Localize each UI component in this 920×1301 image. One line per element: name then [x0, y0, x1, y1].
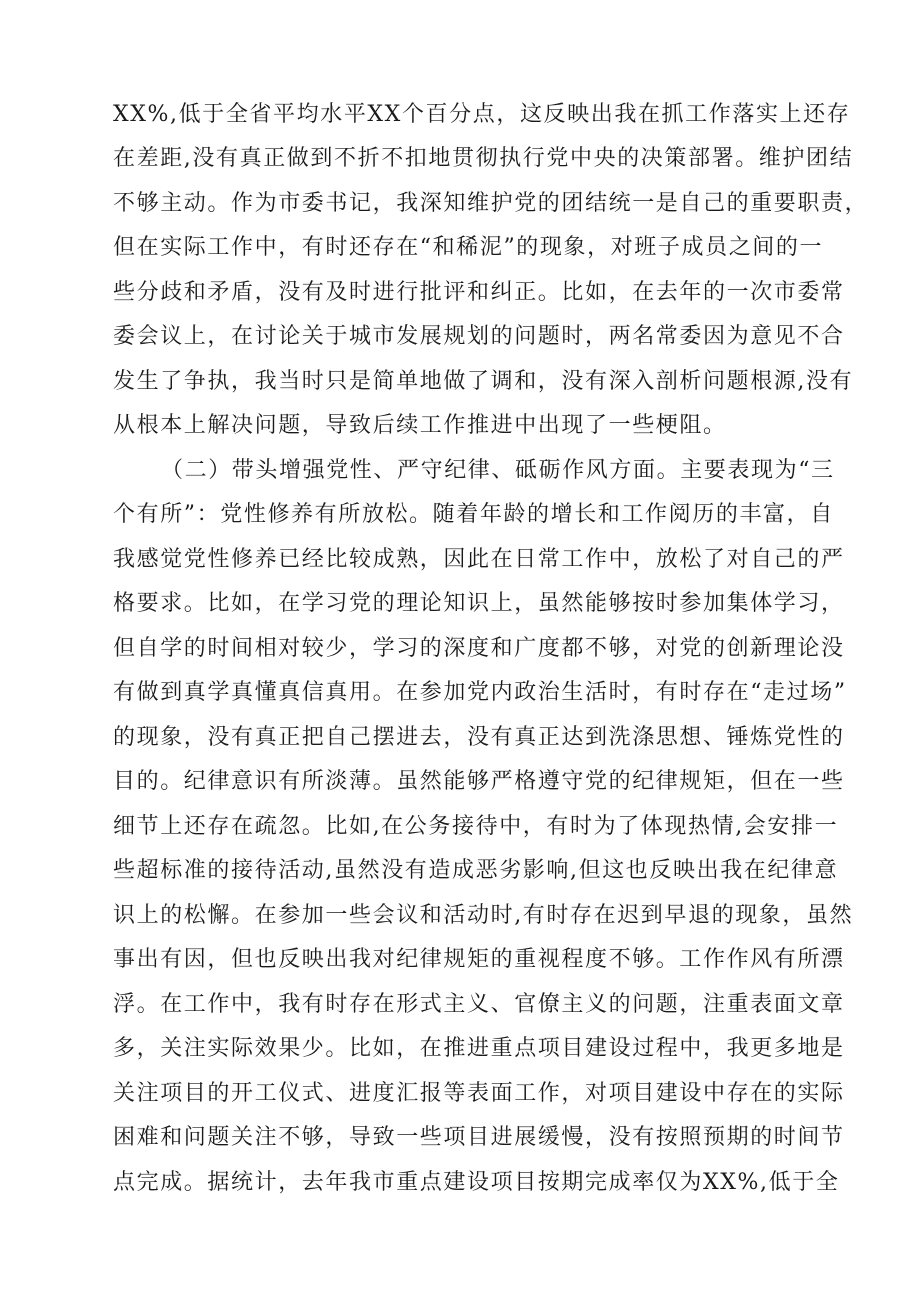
text-line-17: 细节上还存在疏忽。比如,在公务接待中，有时为了体现热情,会安排一 [113, 814, 839, 839]
text-line-5: 些分歧和矛盾，没有及时进行批评和纠正。比如，在去年的一次市委常 [113, 280, 845, 305]
text-line-20: 事出有因，但也反映出我对纪律规矩的重视程度不够。工作作风有所漂 [113, 947, 845, 972]
text-line-11: 我感觉党性修养已经比较成熟，因此在日常工作中，放松了对自己的严 [113, 547, 845, 572]
text-line-2: 在差距,没有真正做到不折不扣地贯彻执行党中央的决策部署。维护团结 [113, 146, 854, 171]
text-line-16: 目的。纪律意识有所淡薄。虽然能够严格遵守党的纪律规矩，但在一些 [113, 769, 845, 794]
text-line-10: 个有所”：党性修养有所放松。随着年龄的增长和工作阅历的丰富，自 [113, 502, 834, 527]
text-line-4: 但在实际工作中，有时还存在“和稀泥”的现象，对班子成员之间的一 [113, 235, 824, 260]
text-line-25: 点完成。据统计，去年我市重点建设项目按期完成率仅为XX%,低于全 [113, 1170, 840, 1195]
text-line-6: 委会议上，在讨论关于城市发展规划的问题时，两名常委因为意见不合 [113, 324, 845, 349]
text-line-22: 多，关注实际效果少。比如，在推进重点项目建设过程中，我更多地是 [113, 1036, 845, 1061]
text-line-7: 发生了争执，我当时只是简单地做了调和，没有深入剖析问题根源,没有 [113, 369, 854, 394]
text-line-21: 浮。在工作中，我有时存在形式主义、官僚主义的问题，注重表面文章 [113, 992, 845, 1017]
text-line-13: 但自学的时间相对较少，学习的深度和广度都不够，对党的创新理论没 [113, 636, 845, 661]
text-line-3: 不够主动。作为市委书记，我深知维护党的团结统一是自己的重要职责， [113, 191, 869, 216]
text-line-8: 从根本上解决问题，导致后续工作推进中出现了一些梗阻。 [113, 413, 727, 438]
text-line-14: 有做到真学真懂真信真用。在参加党内政治生活时，有时存在“走过场” [113, 680, 847, 705]
text-line-24: 困难和问题关注不够，导致一些项目进展缓慢，没有按照预期的时间节 [113, 1125, 845, 1150]
text-line-19: 识上的松懈。在参加一些会议和活动时,有时存在迟到早退的现象，虽然 [113, 903, 854, 928]
text-line-12: 格要求。比如，在学习党的理论知识上，虽然能够按时参加集体学习， [113, 591, 845, 616]
text-line-15: 的现象，没有真正把自己摆进去，没有真正达到洗涤思想、锤炼党性的 [113, 725, 845, 750]
text-line-9: （二）带头增强党性、严守纪律、砥砺作风方面。主要表现为“三 [161, 458, 835, 483]
text-line-1: XX%,低于全省平均水平XX个百分点，这反映出我在抓工作落实上还存 [113, 102, 851, 127]
text-line-23: 关注项目的开工仪式、进度汇报等表面工作，对项目建设中存在的实际 [113, 1081, 845, 1106]
text-line-18: 些超标准的接待活动,虽然没有造成恶劣影响,但这也反映出我在纪律意 [113, 858, 839, 883]
